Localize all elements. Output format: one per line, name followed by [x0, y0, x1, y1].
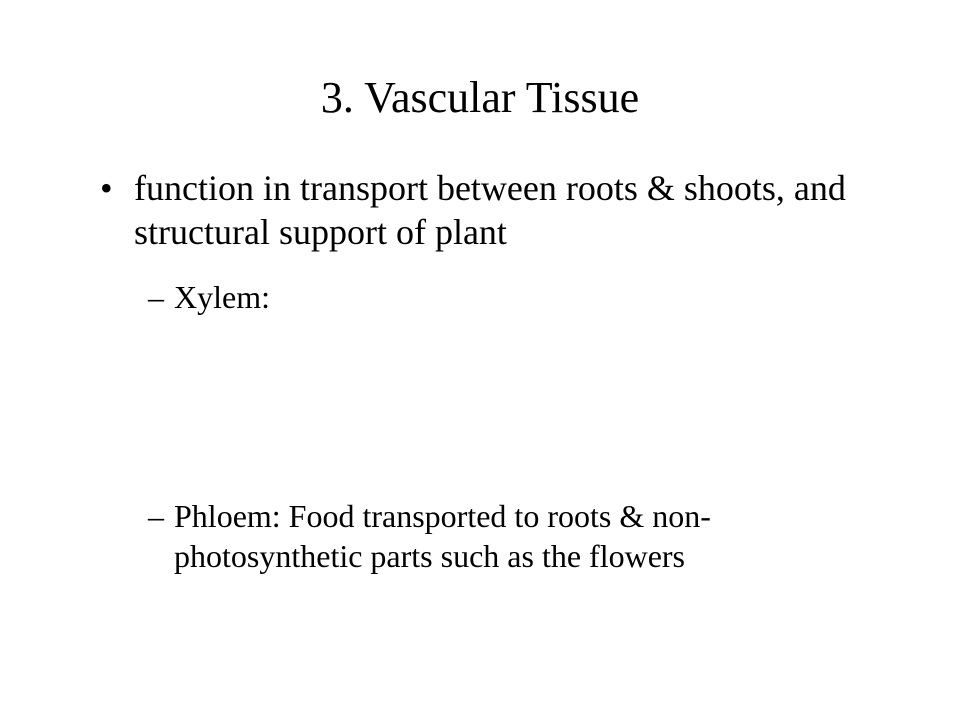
sub-bullet-marker: – [148, 279, 164, 315]
bullet-item [100, 166, 880, 254]
bullet-text: function in transport between roots & shoots, and structural support of plant [134, 168, 846, 252]
sub-bullet-phloem [148, 496, 848, 576]
bullet-marker: • [100, 168, 113, 208]
sub-bullet-xylem [148, 277, 848, 317]
sub-bullet-text: Xylem: [174, 279, 270, 315]
sub-bullet-text: Phloem: Food transported to roots & non-photosynthetic parts such as the flowers [174, 498, 711, 574]
slide-title: 3. Vascular Tissue [320, 73, 640, 122]
sub-bullet-marker: – [148, 498, 164, 534]
